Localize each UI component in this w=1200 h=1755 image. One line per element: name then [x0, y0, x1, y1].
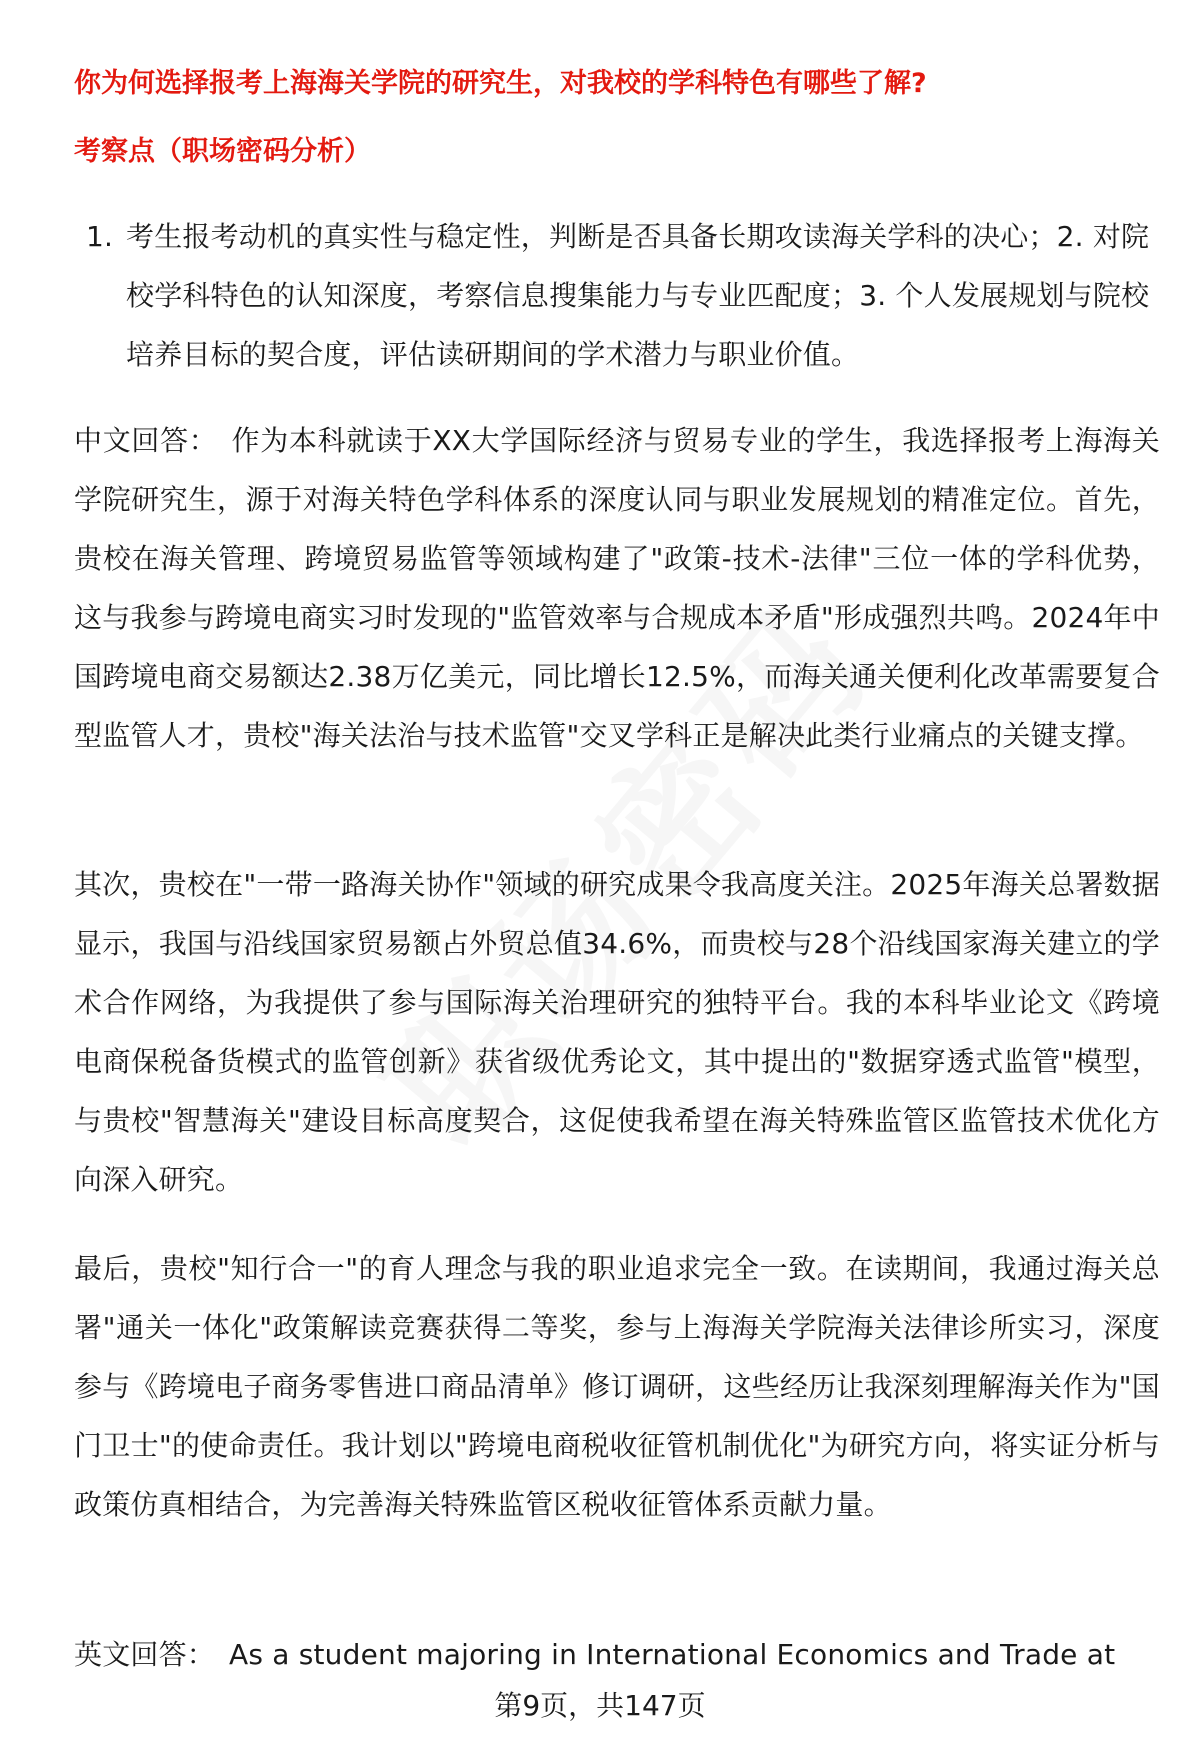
chinese-answer-paragraph-2: 其次，贵校在"一带一路海关协作"领域的研究成果令我高度关注。2025年海关总署数据显示，我国与沿线国家贸易额占外贸总值34.6%，而贵校与28个沿线国家海关建立的学术合作网络，为我提供了参与国际海关治理研究的独特平台。我的本科毕业论文《跨境电商保税备货模式的监管创新》获省级优秀论文，其中提出的"数据穿透式监管"模型，与贵校"智慧海关"建设目标高度契合，这促使我希望在海关特殊监管区监管技术优化方向深入研究。: [74, 868, 1160, 1196]
chinese-answer-text-1: 作为本科就读于XX大学国际经济与贸易专业的学生，我选择报考上海海关学院研究生，源于对海关特色学科体系的深度认同与职业发展规划的精准定位。首先，贵校在海关管理、跨境贸易监管等领域构建了"政策-技术-法律"三位一体的学科优势，这与我参与跨境电商实习时发现的"监管效率与合规成本矛盾"形成强烈共鸣。2024年中国跨境电商交易额达2.38万亿美元，同比增长12.5%，而海关通关便利化改革需要复合型监管人才，贵校"海关法治与技术监管"交叉学科正是解决此类行业痛点的关键支撑。: [74, 424, 1160, 752]
section-label-analysis: 考察点（职场密码分析）: [74, 136, 371, 167]
list-item-text: 考生报考动机的真实性与稳定性，判断是否具备长期攻读海关学科的决心；2. 对院校学科特色的认知深度，考察信息搜集能力与专业匹配度；3. 个人发展规划与院校培养目标的契合度，评估读研期间的学术潜力与职业价值。: [126, 220, 1150, 371]
english-answer-paragraph: [74, 1625, 1160, 1684]
chinese-answer-label: 中文回答：: [74, 424, 218, 457]
chinese-answer-paragraph-1: [74, 411, 1160, 765]
analysis-points-list: [74, 207, 1160, 384]
chinese-answer-paragraph-3: 最后，贵校"知行合一"的育人理念与我的职业追求完全一致。在读期间，我通过海关总署"通关一体化"政策解读竞赛获得二等奖，参与上海海关学院海关法律诊所实习，深度参与《跨境电子商务零售进口商品清单》修订调研，这些经历让我深刻理解海关作为"国门卫士"的使命责任。我计划以"跨境电商税收征管机制优化"为研究方向，将实证分析与政策仿真相结合，为完善海关特殊监管区税收征管体系贡献力量。: [74, 1252, 1160, 1521]
english-answer-label: 英文回答：: [74, 1638, 216, 1671]
list-item-number: 1.: [86, 220, 114, 253]
list-item: [74, 207, 1160, 384]
question-heading: 你为何选择报考上海海关学院的研究生，对我校的学科特色有哪些了解?: [74, 68, 927, 99]
english-answer-text: As a student majoring in International Economics and Trade at: [229, 1638, 1116, 1671]
page-number-footer: 第9页，共147页: [494, 1689, 706, 1722]
